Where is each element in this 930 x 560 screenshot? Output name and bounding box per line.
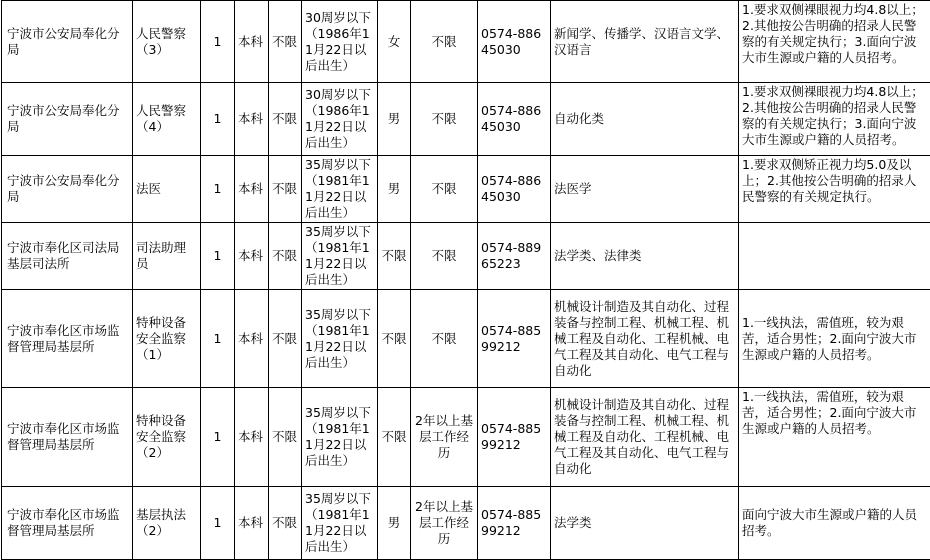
phone-cell: 0574-88599212 xyxy=(478,487,551,560)
table-row xyxy=(2,83,930,156)
unit-cell: 宁波市奉化区市场监督管理局基层所 xyxy=(2,290,133,388)
phone-cell: 0574-88599212 xyxy=(478,388,551,487)
major-cell: 法学类、法律类 xyxy=(551,223,739,290)
unit-cell: 宁波市奉化区市场监督管理局基层所 xyxy=(2,487,133,560)
age-cell: 35周岁以下（1981年11月22日以后出生） xyxy=(302,487,378,560)
position-cell: 法医 xyxy=(133,156,201,223)
table-row xyxy=(2,156,930,223)
education-cell: 本科 xyxy=(235,83,269,156)
notes-cell: 面向宁波大市生源或户籍的人员招考。 xyxy=(739,487,930,560)
experience-cell: 不限 xyxy=(411,83,478,156)
age-cell: 30周岁以下（1986年11月22日以后出生） xyxy=(302,1,378,83)
phone-cell: 0574-88645030 xyxy=(478,1,551,83)
position-cell: 特种设备安全监察（2） xyxy=(133,388,201,487)
count-cell: 1 xyxy=(201,83,235,156)
experience-cell: 2年以上基层工作经历 xyxy=(411,487,478,560)
table-row xyxy=(2,1,930,83)
education-cell: 本科 xyxy=(235,1,269,83)
experience-cell: 不限 xyxy=(411,290,478,388)
table-row xyxy=(2,388,930,487)
unit-cell: 宁波市奉化区司法局基层司法所 xyxy=(2,223,133,290)
unit-cell: 宁波市公安局奉化分局 xyxy=(2,156,133,223)
education-cell: 本科 xyxy=(235,156,269,223)
major-cell: 机械设计制造及其自动化、过程装备与控制工程、机械工程、机械工程及自动化、工程机械、电气工程及其自动化、电气工程与自动化 xyxy=(551,388,739,487)
experience-cell: 不限 xyxy=(411,223,478,290)
education-cell: 本科 xyxy=(235,223,269,290)
phone-cell: 0574-88599212 xyxy=(478,290,551,388)
gender-cell: 女 xyxy=(378,1,411,83)
notes-cell xyxy=(739,223,930,290)
position-cell: 特种设备安全监察（1） xyxy=(133,290,201,388)
position-cell: 司法助理员 xyxy=(133,223,201,290)
major-cell: 法医学 xyxy=(551,156,739,223)
age-cell: 35周岁以下（1981年11月22日以后出生） xyxy=(302,290,378,388)
degree-cell: 不限 xyxy=(269,1,302,83)
degree-cell: 不限 xyxy=(269,388,302,487)
major-cell: 新闻学、传播学、汉语言文学、汉语言 xyxy=(551,1,739,83)
major-cell: 机械设计制造及其自动化、过程装备与控制工程、机械工程、机械工程及自动化、工程机械、电气工程及其自动化、电气工程与自动化 xyxy=(551,290,739,388)
position-cell: 人民警察（4） xyxy=(133,83,201,156)
age-cell: 35周岁以下（1981年11月22日以后出生） xyxy=(302,388,378,487)
experience-cell: 不限 xyxy=(411,1,478,83)
education-cell: 本科 xyxy=(235,487,269,560)
table-row xyxy=(2,487,930,560)
degree-cell: 不限 xyxy=(269,487,302,560)
count-cell: 1 xyxy=(201,290,235,388)
gender-cell: 男 xyxy=(378,83,411,156)
age-cell: 35周岁以下（1981年11月22日以后出生） xyxy=(302,223,378,290)
position-cell: 基层执法（2） xyxy=(133,487,201,560)
experience-cell: 2年以上基层工作经历 xyxy=(411,388,478,487)
gender-cell: 男 xyxy=(378,156,411,223)
notes-cell: 1.一线执法，需值班，较为艰苦，适合男性；2.面向宁波大市生源或户籍的人员招考。 xyxy=(739,290,930,388)
major-cell: 自动化类 xyxy=(551,83,739,156)
notes-cell: 1.要求双侧矫正视力均5.0及以上；2.其他按公告明确的招录人民警察的有关规定执行。 xyxy=(739,156,930,223)
age-cell: 30周岁以下（1986年11月22日以后出生） xyxy=(302,83,378,156)
phone-cell: 0574-88645030 xyxy=(478,156,551,223)
notes-cell: 1.一线执法，需值班，较为艰苦，适合男性；2.面向宁波大市生源或户籍的人员招考。 xyxy=(739,388,930,487)
gender-cell: 男 xyxy=(378,487,411,560)
gender-cell: 不限 xyxy=(378,388,411,487)
phone-cell: 0574-88645030 xyxy=(478,83,551,156)
major-cell: 法学类 xyxy=(551,487,739,560)
degree-cell: 不限 xyxy=(269,290,302,388)
unit-cell: 宁波市公安局奉化分局 xyxy=(2,1,133,83)
age-cell: 35周岁以下（1981年11月22日以后出生） xyxy=(302,156,378,223)
gender-cell: 不限 xyxy=(378,290,411,388)
count-cell: 1 xyxy=(201,156,235,223)
degree-cell: 不限 xyxy=(269,83,302,156)
table-row xyxy=(2,290,930,388)
count-cell: 1 xyxy=(201,223,235,290)
position-cell: 人民警察（3） xyxy=(133,1,201,83)
education-cell: 本科 xyxy=(235,290,269,388)
unit-cell: 宁波市奉化区市场监督管理局基层所 xyxy=(2,388,133,487)
experience-cell: 不限 xyxy=(411,156,478,223)
notes-cell: 1.要求双侧裸眼视力均4.8以上；2.其他按公告明确的招录人民警察的有关规定执行；3.面向宁波大市生源或户籍的人员招考。 xyxy=(739,1,930,83)
phone-cell: 0574-88965223 xyxy=(478,223,551,290)
education-cell: 本科 xyxy=(235,388,269,487)
unit-cell: 宁波市公安局奉化分局 xyxy=(2,83,133,156)
degree-cell: 不限 xyxy=(269,223,302,290)
degree-cell: 不限 xyxy=(269,156,302,223)
recruitment-table xyxy=(1,0,930,560)
notes-cell: 1.要求双侧裸眼视力均4.8以上；2.其他按公告明确的招录人民警察的有关规定执行；3.面向宁波大市生源或户籍的人员招考。 xyxy=(739,83,930,156)
count-cell: 1 xyxy=(201,388,235,487)
table-row xyxy=(2,223,930,290)
gender-cell: 不限 xyxy=(378,223,411,290)
count-cell: 1 xyxy=(201,1,235,83)
count-cell: 1 xyxy=(201,487,235,560)
